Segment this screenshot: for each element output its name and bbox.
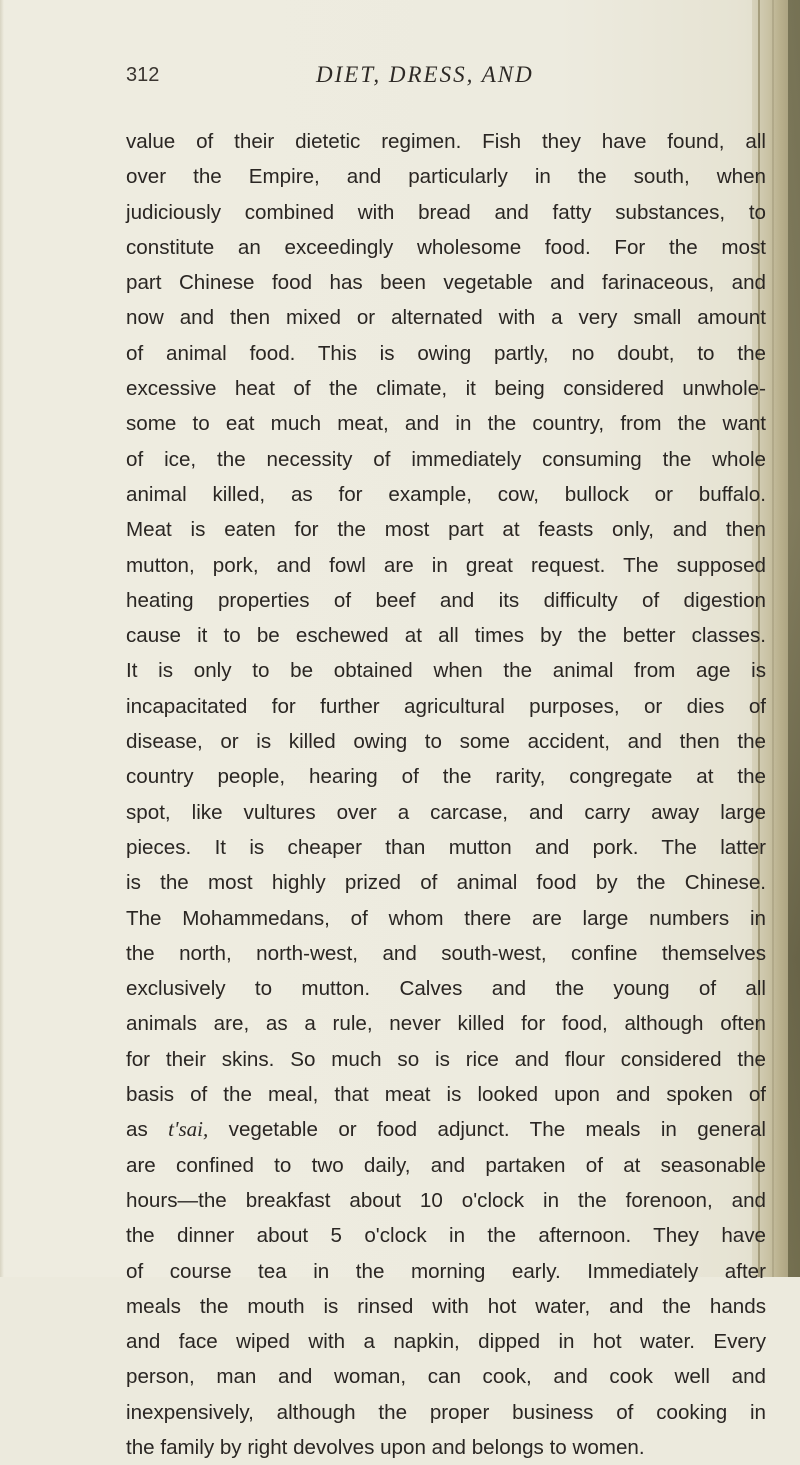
text-line: heating properties of beef and its difficulty of digestion	[126, 588, 766, 612]
text-line: the north, north-west, and south-west, confine themselves	[126, 941, 766, 965]
text-line: cause it to be eschewed at all times by the better classes.	[126, 624, 766, 648]
text-line: disease, or is killed owing to some accident, and then the	[126, 730, 766, 754]
text-line: now and then mixed or alternated with a very small amount	[126, 306, 766, 330]
text-line: inexpensively, although the proper business of cooking in	[126, 1400, 766, 1424]
running-title: DIET, DRESS, AND	[316, 62, 534, 87]
text-line: exclusively to mutton. Calves and the young of all	[126, 977, 766, 1001]
text-line: value of their dietetic regimen. Fish they have found, all	[126, 130, 766, 153]
text-line: hours—the breakfast about 10 o'clock in the forenoon, and	[126, 1188, 766, 1212]
text-line: animals are, as a rule, never killed for food, although often	[126, 1012, 766, 1036]
text-line: for their skins. So much so is rice and flour considered the	[126, 1047, 766, 1071]
text-line: The Mohammedans, of whom there are large numbers in	[126, 906, 766, 930]
text-line: are confined to two daily, and partaken of at seasonable	[126, 1153, 766, 1177]
text-line: spot, like vultures over a carcase, and carry away large	[126, 800, 766, 824]
page-header	[126, 60, 766, 94]
text-line: the dinner about 5 o'clock in the afternoon. They have	[126, 1224, 766, 1248]
tsai-line-before: as	[126, 1118, 148, 1142]
text-line: judiciously combined with bread and fatty substances, to	[126, 200, 766, 224]
text-line-last: the family by right devolves upon and belongs to women.	[126, 1435, 645, 1459]
text-line: pieces. It is cheaper than mutton and pork. The latter	[126, 835, 766, 859]
text-line: mutton, pork, and fowl are in great request. The supposed	[126, 553, 766, 577]
text-line: of ice, the necessity of immediately consuming the whole	[126, 447, 766, 471]
tsai-line-after: vegetable or food adjunct. The meals in general	[228, 1118, 766, 1142]
text-line-tsai	[126, 1112, 766, 1147]
text-line: Meat is eaten for the most part at feasts only, and then	[126, 518, 766, 542]
text-line: meals the mouth is rinsed with hot water, and the hands	[126, 1294, 766, 1318]
tsai-term: t'sai,	[168, 1117, 209, 1142]
text-line: It is only to be obtained when the animal from age is	[126, 659, 766, 683]
text-line: constitute an exceedingly wholesome food. For the most	[126, 235, 766, 259]
page-number: 312	[126, 64, 160, 86]
gutter-edge	[788, 0, 800, 1277]
text-line: animal killed, as for example, cow, bullock or buffalo.	[126, 482, 766, 506]
text-line: some to eat much meat, and in the country, from the want	[126, 412, 766, 436]
text-line: and face wiped with a napkin, dipped in hot water. Every	[126, 1330, 766, 1354]
text-line: of animal food. This is owing partly, no doubt, to the	[126, 341, 766, 365]
text-line: is the most highly prized of animal food by the Chinese.	[126, 871, 766, 895]
text-line: of course tea in the morning early. Immediately after	[126, 1259, 766, 1283]
text-line: over the Empire, and particularly in the south, when	[126, 165, 766, 189]
gutter-fold-line	[772, 0, 774, 1277]
text-line: excessive heat of the climate, it being considered unwhole-	[126, 377, 766, 401]
text-line: incapacitated for further agricultural purposes, or dies of	[126, 694, 766, 718]
body-text	[126, 124, 766, 1465]
text-line: person, man and woman, can cook, and cook well and	[126, 1365, 766, 1389]
text-line: basis of the meal, that meat is looked upon and spoken of	[126, 1083, 766, 1107]
page-left-shadow	[0, 0, 4, 1277]
text-line: part Chinese food has been vegetable and farinaceous, and	[126, 271, 766, 295]
text-line: country people, hearing of the rarity, congregate at the	[126, 765, 766, 789]
